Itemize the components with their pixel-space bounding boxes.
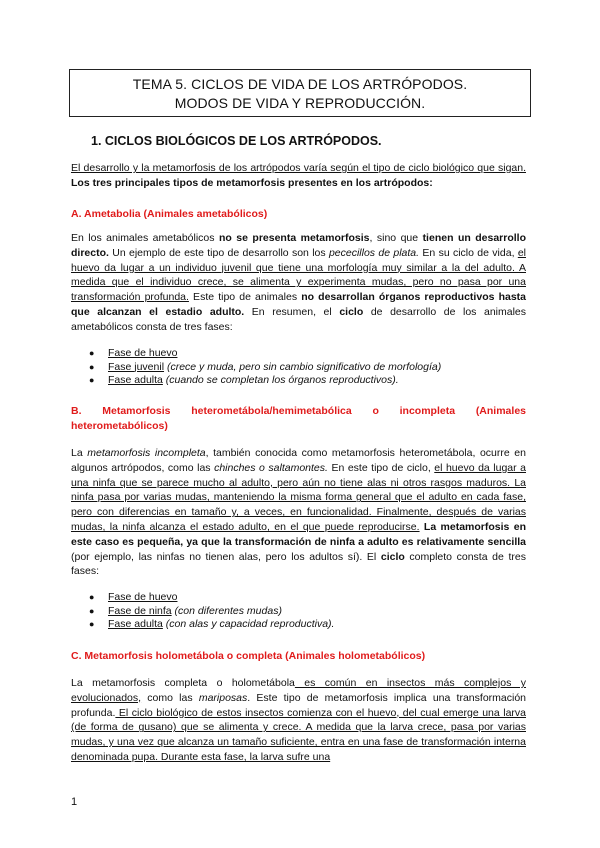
list-item — [89, 347, 441, 361]
text: completo consta de tres fases: — [71, 550, 526, 578]
title-box — [69, 69, 531, 117]
list-item — [89, 618, 334, 632]
section-a-phase-list — [89, 347, 441, 388]
text-italic: pececillos de plata. — [328, 246, 420, 259]
section-a-paragraph — [71, 231, 526, 335]
text-bold: ciclo — [380, 550, 405, 563]
phase-name: Fase de ninfa — [108, 604, 172, 617]
list-item — [89, 374, 441, 388]
phase-name: Fase adulta — [108, 618, 163, 630]
list-item — [89, 361, 441, 375]
text-underlined: es común en insectos más complejos y evolucionados, — [71, 677, 526, 704]
phase-name: Fase juvenil — [108, 360, 165, 373]
text-underlined: el huevo da lugar a un individuo juvenil que tiene una morfología muy similar a la del adulto. A medida que el individuo crece, se alimenta y experimenta mudas, pero no pasa por una transformación profunda. — [71, 246, 526, 304]
text-bold: ciclo — [339, 305, 364, 318]
phase-name: Fase adulta — [108, 374, 163, 386]
bullet-icon: ● — [89, 348, 95, 358]
text: En este tipo de ciclo, — [327, 461, 435, 474]
text: En su ciclo de vida, — [419, 246, 518, 259]
section-b-phase-list — [89, 591, 334, 632]
text: En los animales ametabólicos — [71, 232, 219, 244]
phase-name: Fase de huevo — [108, 591, 178, 603]
text-underlined: El ciclo biológico de estos insectos comienza con el huevo, del cual emerge una larva (de forma de gusano) que se alimenta y crece. A medida que la larva crece, pasa por varias mudas, y una vez que alcanza un tamaño suficiente, entra en una fase de transformación interna denominada pupa. Durante esta fase, la larva sufre una — [71, 706, 526, 763]
text-italic: chinches o saltamontes. — [214, 461, 328, 474]
text: Un ejemplo de este tipo de desarrollo son los — [108, 246, 329, 259]
list-item — [89, 591, 334, 605]
title-line-2: MODOS DE VIDA Y REPRODUCCIÓN. — [174, 95, 426, 111]
section-c-heading: C. Metamorfosis holometábola o completa (Animales holometabólicos) — [71, 650, 426, 662]
text-bold: no desarrollan órganos reproductivos hasta que alcanzan el estadio adulto. — [71, 291, 526, 318]
text-underlined: el huevo da lugar a una ninfa que se parece mucho al adulto, pero aún no tiene alas ni otros rasgos maduros. La ninfa pasa por varias mudas, manteniendo la misma forma general que el adulto en cada fase, pero con diferencias en tamaño y, a veces, en funcionalidad. Finalmente, después de varias mudas, la ninfa alcanza el estado adulto, en el que puede reproducirse. — [71, 461, 526, 533]
bullet-icon: ● — [89, 619, 95, 629]
bullet-icon: ● — [89, 361, 95, 372]
text: de desarrollo de los animales ametabólicos consta de tres fases: — [71, 305, 527, 333]
title-line-1: TEMA 5. CICLOS DE VIDA DE LOS ARTRÓPODOS. — [132, 76, 468, 92]
text: (por ejemplo, las ninfas no tienen alas, pero los adultos sí). El — [71, 550, 381, 563]
section-b-heading: B. Metamorfosis heterometábola/hemimetabólica o incompleta (Animales heterometabólicos) — [71, 405, 526, 432]
text: , también conocida como metamorfosis heterometábola, ocurre en algunos artrópodos, como las — [71, 447, 526, 474]
section-b-paragraph — [71, 446, 526, 579]
text: La — [71, 447, 88, 459]
section-c-paragraph — [71, 676, 526, 765]
phase-note: (crece y muda, pero sin cambio significativo de morfología) — [164, 360, 442, 373]
text: . Este tipo de metamorfosis implica una transformación profunda. — [71, 691, 526, 719]
text: , sino que — [369, 232, 423, 244]
section-heading: 1. CICLOS BIOLÓGICOS DE LOS ARTRÓPODOS. — [91, 134, 382, 148]
text-italic: metamorfosis incompleta — [87, 447, 206, 459]
text: Este tipo de animales — [188, 291, 302, 304]
intro-bold: Los tres principales tipos de metamorfosis presentes en los artrópodos: — [71, 176, 433, 189]
list-item — [89, 605, 334, 619]
text-bold: La metamorfosis en este caso es pequeña, ya que la transformación de ninfa a adulto es relativamente sencilla — [71, 520, 526, 548]
bullet-icon: ● — [89, 592, 95, 602]
text: como las — [141, 691, 199, 704]
section-a-heading: A. Ametabolia (Animales ametabólicos) — [71, 208, 268, 220]
phase-note: (cuando se completan los órganos reproductivos). — [162, 374, 399, 386]
text-bold: tienen un desarrollo directo. — [71, 232, 526, 259]
text: En resumen, el — [244, 305, 340, 318]
text: La metamorfosis completa o holometábola — [71, 677, 295, 689]
intro-underlined: El desarrollo y la metamorfosis de los artrópodos varía según el tipo de ciclo biológico que sigan. — [71, 162, 526, 174]
phase-note: (con diferentes mudas) — [171, 604, 282, 617]
page-number: 1 — [71, 796, 78, 808]
phase-note: (con alas y capacidad reproductiva). — [162, 618, 335, 630]
text-italic: mariposas — [198, 691, 248, 704]
text-bold: no se presenta metamorfosis — [218, 232, 370, 244]
bullet-icon: ● — [89, 375, 95, 385]
bullet-icon: ● — [89, 605, 95, 616]
intro-paragraph — [71, 161, 526, 191]
phase-name: Fase de huevo — [108, 347, 178, 359]
